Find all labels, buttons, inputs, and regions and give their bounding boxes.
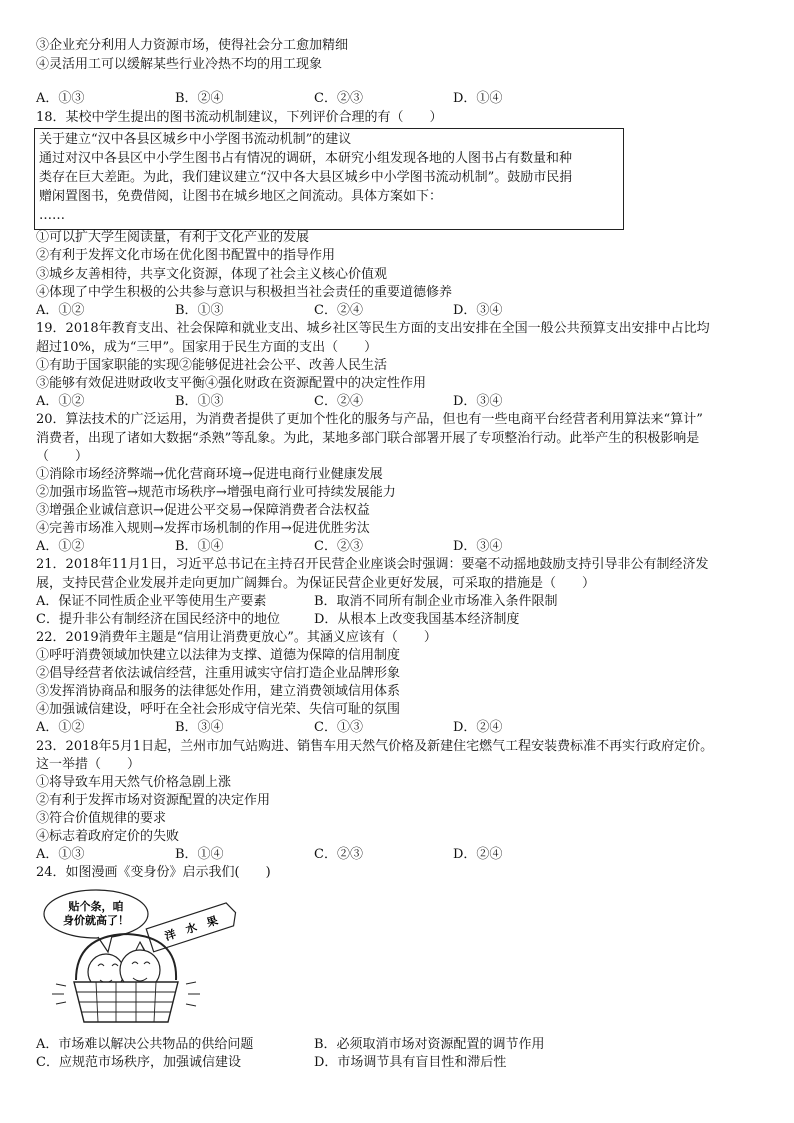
q22-item-1: ①呼吁消费领域加快建立以法律为支撑、道德为保障的信用制度	[36, 648, 401, 663]
q21-option-b[interactable]: B．取消不同所有制企业市场准入条件限制	[314, 594, 558, 609]
q18-option-d[interactable]: D．③④	[453, 303, 503, 318]
q21-option-c[interactable]: C．提升非公有制经济在国民经济中的地位	[36, 612, 280, 627]
q23-item-4: ④标志着政府定价的失败	[36, 829, 180, 844]
q18-option-c[interactable]: C．②④	[314, 303, 363, 318]
q17-option-c[interactable]: C．②③	[314, 91, 363, 106]
q18-box-line: 类存在巨大差距。为此，我们建议建立“汉中各大县区城乡中小学图书流动机制”。鼓励市民捐	[39, 170, 573, 185]
comic-image	[36, 886, 256, 1034]
q20-stem-line-2: 消费者，出现了诸如大数据“杀熟”等乱象。为此，某地多部门联合部署开展了专项整治行动。此举产生的积极影响是	[36, 431, 700, 446]
q23-option-d[interactable]: D．②④	[453, 847, 503, 862]
q21-option-d[interactable]: D．从根本上改变我国基本经济制度	[314, 612, 520, 627]
q22-option-b[interactable]: B．③④	[175, 720, 224, 735]
q21-stem-line-2: 展，支持民营企业发展并走向更加广阔舞台。为保证民营企业更好发展，可采取的措施是（ ）	[36, 576, 596, 591]
q21-stem-line-1: 21．2018年11月1日，习近平总书记在主持召开民营企业座谈会时强调：要毫不动摇地鼓励支持引导非公有制经济发	[36, 557, 709, 572]
q23-item-2: ②有利于发挥市场对资源配置的决定作用	[36, 793, 271, 808]
q22-item-3: ③发挥消协商品和服务的法律惩处作用，建立消费领域信用体系	[36, 684, 401, 699]
q23-item-1: ①将导致车用天然气价格急剧上涨	[36, 775, 232, 790]
q24-option-b[interactable]: B．必须取消市场对资源配置的调节作用	[314, 1037, 545, 1052]
q20-item-1: ①消除市场经济弊端→优化营商环境→促进电商行业健康发展	[36, 467, 383, 482]
q18-option-a[interactable]: A．①②	[36, 303, 85, 318]
q24-option-d[interactable]: D．市场调节具有盲目性和滞后性	[314, 1055, 507, 1070]
q18-item-3: ③城乡友善相待，共享文化资源，体现了社会主义核心价值观	[36, 267, 388, 282]
q20-option-c[interactable]: C．②③	[314, 539, 363, 554]
q19-stem-line-1: 19．2018年教育支出、社会保障和就业支出、城乡社区等民生方面的支出安排在全国一般公共预算支出安排中占比均	[36, 321, 710, 336]
q20-option-b[interactable]: B．①④	[175, 539, 224, 554]
q22-option-d[interactable]: D．②④	[453, 720, 503, 735]
q19-stem-line-2: 超过10%，成为“三甲”。国家用于民生方面的支出（ ）	[36, 340, 378, 355]
q22-stem: 22．2019消费年主题是“信用让消费更放心”。其涵义应该有（ ）	[36, 630, 437, 645]
q17-option-d[interactable]: D．①④	[453, 91, 503, 106]
q18-option-b[interactable]: B．①③	[175, 303, 224, 318]
q19-option-d[interactable]: D．③④	[453, 394, 503, 409]
q17-item-3: ③企业充分利用人力资源市场，使得社会分工愈加精细	[36, 38, 349, 53]
q22-option-a[interactable]: A．①②	[36, 720, 85, 735]
q18-item-2: ②有利于发挥文化市场在优化图书配置中的指导作用	[36, 248, 336, 263]
q22-item-2: ②倡导经营者依法诚信经营，注重用诚实守信打造企业品牌形象	[36, 666, 401, 681]
q19-items-line-1: ①有助于国家职能的实现②能够促进社会公平、改善人民生活	[36, 358, 388, 373]
q24-option-c[interactable]: C．应规范市场秩序，加强诚信建设	[36, 1055, 241, 1070]
q23-stem-line-2: 这一举措（ ）	[36, 757, 141, 772]
q23-item-3: ③符合价值规律的要求	[36, 811, 167, 826]
q19-option-c[interactable]: C．②④	[314, 394, 363, 409]
q23-option-a[interactable]: A．①③	[36, 847, 85, 862]
q19-items-line-2: ③能够有效促进财政收支平衡④强化财政在资源配置中的决定性作用	[36, 376, 427, 391]
q21-option-a[interactable]: A．保证不同性质企业平等使用生产要素	[36, 594, 267, 609]
q20-item-4: ④完善市场准入规则→发挥市场机制的作用→促进优胜劣汰	[36, 521, 370, 536]
q22-option-c[interactable]: C．①③	[314, 720, 363, 735]
q18-box-line: 通过对汉中各县区中小学生图书占有情况的调研，本研究小组发现各地的人图书占有数量和种	[39, 151, 573, 166]
q18-box-line: 赠闲置图书，免费借阅，让图书在城乡地区之间流动。具体方案如下：	[39, 189, 443, 204]
q24-stem: 24．如图漫画《变身份》启示我们( )	[36, 865, 271, 880]
q18-stem: 18．某校中学生提出的图书流动机制建议，下列评价合理的有（ ）	[36, 110, 443, 125]
q20-stem-line-1: 20．算法技术的广泛运用，为消费者提供了更加个性化的服务与产品，但也有一些电商平台经营者利用算法来“算计”	[36, 412, 703, 427]
q19-option-a[interactable]: A．①②	[36, 394, 85, 409]
q24-option-a[interactable]: A．市场难以解决公共物品的供给问题	[36, 1037, 254, 1052]
q20-stem-line-3: （ ）	[36, 449, 89, 464]
q18-item-4: ④体现了中学生积极的公共参与意识与积极担当社会责任的重要道德修养	[36, 285, 453, 300]
bubble-text-line-2: 身价就高了！	[63, 914, 129, 927]
q19-option-b[interactable]: B．①③	[175, 394, 224, 409]
q20-option-a[interactable]: A．①②	[36, 539, 85, 554]
q18-proposal-box	[34, 128, 624, 230]
q23-stem-line-1: 23．2018年5月1日起，兰州市加气站购进、销售车用天然气价格及新建住宅燃气工程安装费标准不再实行政府定价。	[36, 739, 714, 754]
bubble-text-line-1: 贴个条，咱	[68, 900, 124, 913]
q20-option-d[interactable]: D．③④	[453, 539, 503, 554]
label-text: 洋 水 果	[163, 913, 220, 944]
q17-option-a[interactable]: A．①③	[36, 91, 85, 106]
q20-item-2: ②加强市场监管→规范市场秩序→增强电商行业可持续发展能力	[36, 485, 396, 500]
q18-box-title: 关于建立“汉中各县区城乡中小学图书流动机制”的建议	[39, 132, 352, 147]
q20-item-3: ③增强企业诚信意识→促进公平交易→保障消费者合法权益	[36, 503, 370, 518]
q23-option-b[interactable]: B．①④	[175, 847, 224, 862]
q17-option-b[interactable]: B．②④	[175, 91, 224, 106]
q23-option-c[interactable]: C．②③	[314, 847, 363, 862]
q18-box-ellipsis: ……	[39, 208, 65, 223]
q17-item-4: ④灵活用工可以缓解某些行业冷热不均的用工现象	[36, 57, 323, 72]
q22-item-4: ④加强诚信建设，呼吁在全社会形成守信光荣、失信可耻的氛围	[36, 702, 401, 717]
q18-item-1: ①可以扩大学生阅读量，有利于文化产业的发展	[36, 230, 310, 245]
